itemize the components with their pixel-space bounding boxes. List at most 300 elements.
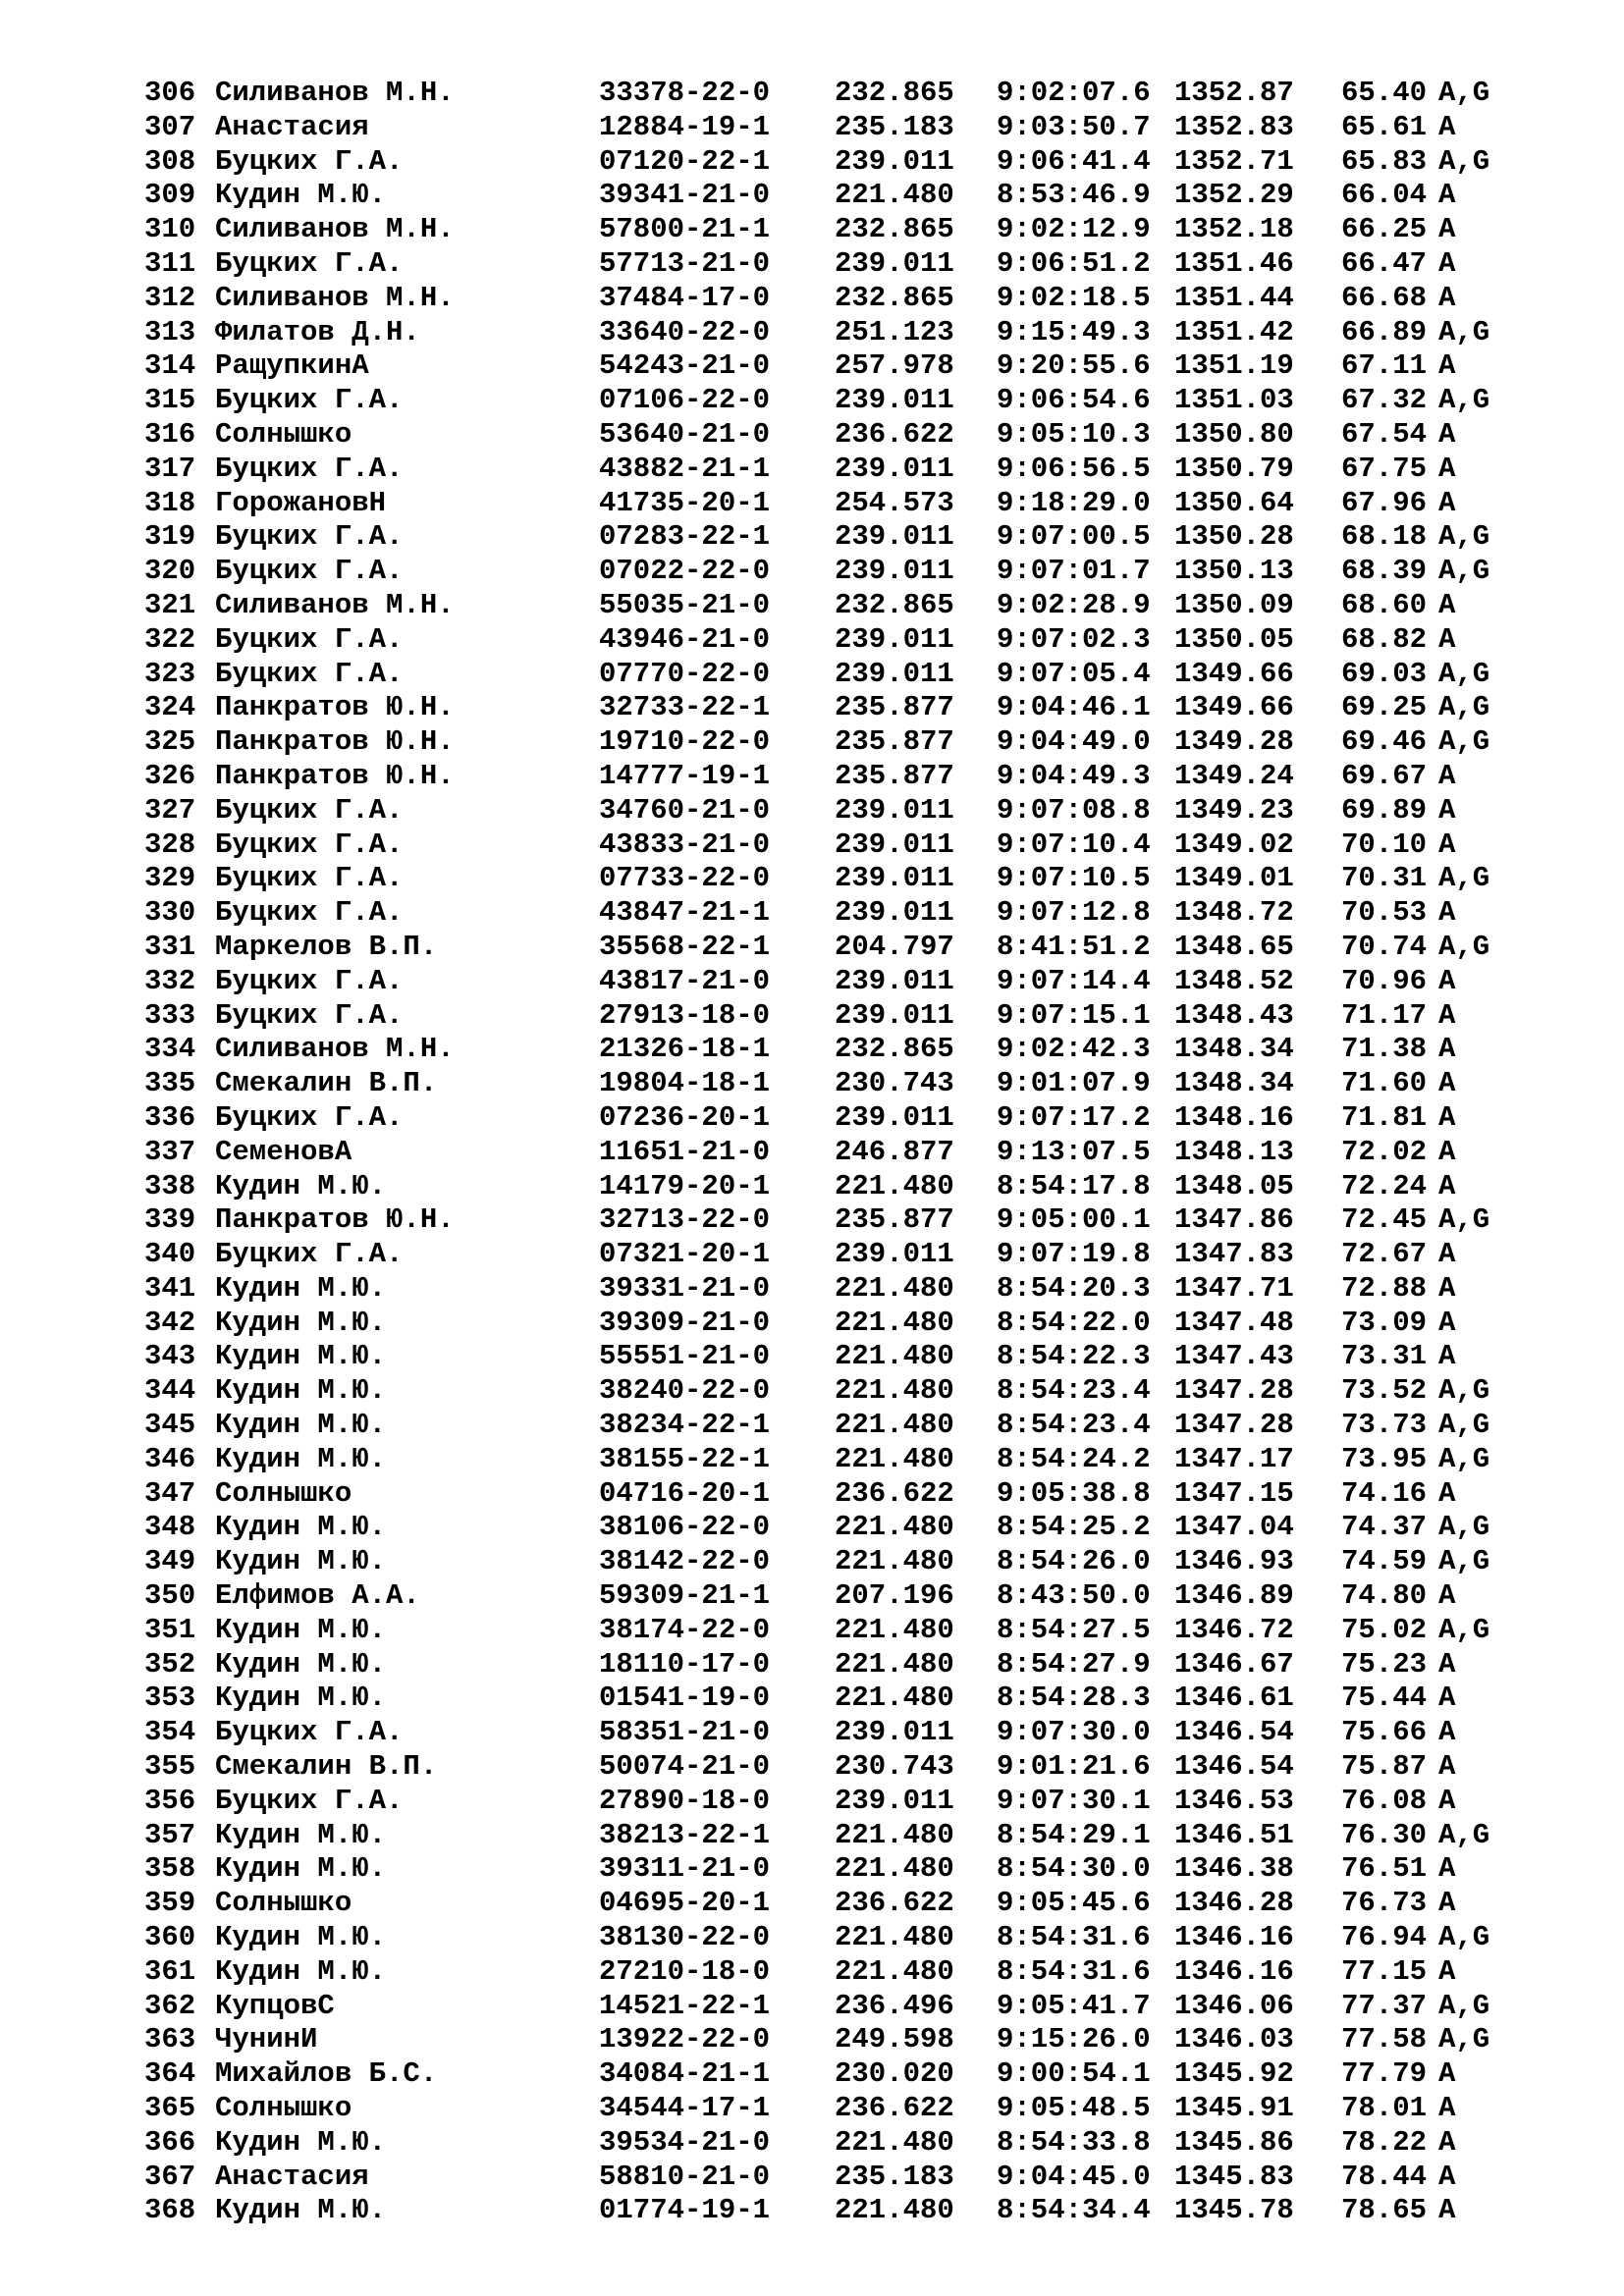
speed-cell: 1350.09: [1174, 588, 1294, 621]
ring-number-cell: 07733-22-0: [599, 862, 771, 895]
rank-cell: 366: [144, 2125, 196, 2159]
ring-number-cell: 38106-22-0: [599, 1511, 771, 1544]
rank-cell: 353: [144, 1682, 196, 1715]
fancier-name-cell: Буцких Г.А.: [215, 622, 404, 656]
ring-number-cell: 07236-20-1: [599, 1100, 771, 1134]
arrival-time-cell: 8:54:24.2: [997, 1442, 1151, 1475]
rank-cell: 342: [144, 1306, 196, 1339]
ring-number-cell: 55035-21-0: [599, 588, 771, 621]
flag-cell: A: [1438, 1306, 1456, 1339]
distance-cell: 232.865: [835, 1033, 954, 1066]
distance-cell: 221.480: [835, 1306, 954, 1339]
speed-cell: 1349.28: [1174, 725, 1294, 759]
rank-cell: 360: [144, 1921, 196, 1954]
speed-cell: 1348.13: [1174, 1135, 1294, 1168]
coefficient-cell: 66.68: [1341, 281, 1428, 314]
speed-cell: 1349.24: [1174, 759, 1294, 792]
distance-cell: 239.011: [835, 1238, 954, 1271]
distance-cell: 239.011: [835, 964, 954, 997]
arrival-time-cell: 9:02:18.5: [997, 281, 1151, 314]
fancier-name-cell: Кудин М.Ю.: [215, 1271, 387, 1305]
coefficient-cell: 77.15: [1341, 1954, 1428, 1988]
speed-cell: 1346.72: [1174, 1613, 1294, 1646]
distance-cell: 221.480: [835, 1613, 954, 1646]
ring-number-cell: 27913-18-0: [599, 998, 771, 1032]
ring-number-cell: 33640-22-0: [599, 315, 771, 348]
speed-cell: 1352.71: [1174, 144, 1294, 178]
distance-cell: 239.011: [835, 998, 954, 1032]
fancier-name-cell: Силиванов М.Н.: [215, 281, 455, 314]
rank-cell: 368: [144, 2194, 196, 2227]
arrival-time-cell: 9:15:26.0: [997, 2023, 1151, 2056]
rank-cell: 326: [144, 759, 196, 792]
rank-cell: 314: [144, 349, 196, 383]
coefficient-cell: 77.79: [1341, 2057, 1428, 2091]
flag-cell: A,G: [1438, 1989, 1490, 2022]
arrival-time-cell: 8:54:27.9: [997, 1647, 1151, 1681]
rank-cell: 329: [144, 862, 196, 895]
fancier-name-cell: Кудин М.Ю.: [215, 1852, 387, 1886]
rank-cell: 357: [144, 1818, 196, 1851]
ring-number-cell: 58810-21-0: [599, 2160, 771, 2193]
distance-cell: 221.480: [835, 1442, 954, 1475]
arrival-time-cell: 8:54:23.4: [997, 1409, 1151, 1442]
rank-cell: 349: [144, 1545, 196, 1578]
fancier-name-cell: Силиванов М.Н.: [215, 213, 455, 246]
distance-cell: 232.865: [835, 77, 954, 109]
flag-cell: A: [1438, 213, 1456, 246]
fancier-name-cell: Солнышко: [215, 2092, 352, 2125]
rank-cell: 343: [144, 1340, 196, 1373]
coefficient-cell: 67.32: [1341, 384, 1428, 417]
fancier-name-cell: Смекалин В.П.: [215, 1750, 438, 1784]
flag-cell: A: [1438, 1750, 1456, 1784]
speed-cell: 1347.83: [1174, 1238, 1294, 1271]
distance-cell: 232.865: [835, 281, 954, 314]
flag-cell: A: [1438, 759, 1456, 792]
distance-cell: 204.797: [835, 930, 954, 963]
coefficient-cell: 69.67: [1341, 759, 1428, 792]
coefficient-cell: 72.88: [1341, 1271, 1428, 1305]
fancier-name-cell: Кудин М.Ю.: [215, 1374, 387, 1408]
speed-cell: 1348.34: [1174, 1033, 1294, 1066]
distance-cell: 221.480: [835, 1545, 954, 1578]
flag-cell: A: [1438, 281, 1456, 314]
ring-number-cell: 39311-21-0: [599, 1852, 771, 1886]
ring-number-cell: 14777-19-1: [599, 759, 771, 792]
coefficient-cell: 68.60: [1341, 588, 1428, 621]
flag-cell: A: [1438, 179, 1456, 212]
coefficient-cell: 71.38: [1341, 1033, 1428, 1066]
arrival-time-cell: 8:54:25.2: [997, 1511, 1151, 1544]
flag-cell: A: [1438, 1476, 1456, 1510]
coefficient-cell: 71.81: [1341, 1100, 1428, 1134]
arrival-time-cell: 8:54:22.0: [997, 1306, 1151, 1339]
ring-number-cell: 57713-21-0: [599, 246, 771, 280]
fancier-name-cell: Михайлов Б.С.: [215, 2057, 438, 2091]
distance-cell: 232.865: [835, 588, 954, 621]
coefficient-cell: 75.44: [1341, 1682, 1428, 1715]
distance-cell: 221.480: [835, 1682, 954, 1715]
arrival-time-cell: 9:04:49.0: [997, 725, 1151, 759]
ring-number-cell: 43833-21-0: [599, 828, 771, 861]
flag-cell: A,G: [1438, 1442, 1490, 1475]
coefficient-cell: 78.01: [1341, 2092, 1428, 2125]
speed-cell: 1350.80: [1174, 417, 1294, 451]
coefficient-cell: 72.45: [1341, 1203, 1428, 1237]
arrival-time-cell: 9:07:30.0: [997, 1716, 1151, 1749]
coefficient-cell: 73.31: [1341, 1340, 1428, 1373]
rank-cell: 333: [144, 998, 196, 1032]
distance-cell: 239.011: [835, 896, 954, 930]
flag-cell: A,G: [1438, 2023, 1490, 2056]
ring-number-cell: 38234-22-1: [599, 1409, 771, 1442]
speed-cell: 1346.61: [1174, 1682, 1294, 1715]
coefficient-cell: 76.94: [1341, 1921, 1428, 1954]
ring-number-cell: 32713-22-0: [599, 1203, 771, 1237]
speed-cell: 1346.38: [1174, 1852, 1294, 1886]
coefficient-cell: 65.83: [1341, 144, 1428, 178]
arrival-time-cell: 8:54:27.5: [997, 1613, 1151, 1646]
speed-cell: 1347.28: [1174, 1374, 1294, 1408]
arrival-time-cell: 9:07:19.8: [997, 1238, 1151, 1271]
flag-cell: A,G: [1438, 315, 1490, 348]
arrival-time-cell: 9:05:41.7: [997, 1989, 1151, 2022]
ring-number-cell: 59309-21-1: [599, 1579, 771, 1613]
arrival-time-cell: 9:01:21.6: [997, 1750, 1151, 1784]
flag-cell: A: [1438, 1135, 1456, 1168]
distance-cell: 221.480: [835, 2125, 954, 2159]
rank-cell: 344: [144, 1374, 196, 1408]
rank-cell: 319: [144, 520, 196, 554]
fancier-name-cell: Кудин М.Ю.: [215, 1545, 387, 1578]
arrival-time-cell: 9:07:15.1: [997, 998, 1151, 1032]
coefficient-cell: 75.87: [1341, 1750, 1428, 1784]
distance-cell: 221.480: [835, 1374, 954, 1408]
coefficient-cell: 68.39: [1341, 555, 1428, 588]
distance-cell: 239.011: [835, 657, 954, 690]
coefficient-cell: 77.37: [1341, 1989, 1428, 2022]
flag-cell: A: [1438, 1033, 1456, 1066]
flag-cell: A: [1438, 452, 1456, 485]
speed-cell: 1350.28: [1174, 520, 1294, 554]
distance-cell: 235.877: [835, 1203, 954, 1237]
rank-cell: 332: [144, 964, 196, 997]
ring-number-cell: 14179-20-1: [599, 1169, 771, 1202]
arrival-time-cell: 9:04:45.0: [997, 2160, 1151, 2193]
arrival-time-cell: 9:20:55.6: [997, 349, 1151, 383]
distance-cell: 236.622: [835, 1887, 954, 1920]
arrival-time-cell: 9:07:01.7: [997, 555, 1151, 588]
rank-cell: 352: [144, 1647, 196, 1681]
rank-cell: 354: [144, 1716, 196, 1749]
rank-cell: 339: [144, 1203, 196, 1237]
speed-cell: 1347.15: [1174, 1476, 1294, 1510]
speed-cell: 1347.17: [1174, 1442, 1294, 1475]
distance-cell: 221.480: [835, 2194, 954, 2227]
distance-cell: 239.011: [835, 144, 954, 178]
fancier-name-cell: Филатов Д.Н.: [215, 315, 420, 348]
coefficient-cell: 76.51: [1341, 1852, 1428, 1886]
ring-number-cell: 43946-21-0: [599, 622, 771, 656]
ring-number-cell: 54243-21-0: [599, 349, 771, 383]
coefficient-cell: 73.73: [1341, 1409, 1428, 1442]
fancier-name-cell: Кудин М.Ю.: [215, 1647, 387, 1681]
coefficient-cell: 72.02: [1341, 1135, 1428, 1168]
rank-cell: 348: [144, 1511, 196, 1544]
distance-cell: 221.480: [835, 1511, 954, 1544]
coefficient-cell: 65.61: [1341, 110, 1428, 143]
distance-cell: 239.011: [835, 862, 954, 895]
fancier-name-cell: Кудин М.Ю.: [215, 1442, 387, 1475]
fancier-name-cell: Маркелов В.П.: [215, 930, 438, 963]
coefficient-cell: 74.80: [1341, 1579, 1428, 1613]
speed-cell: 1352.18: [1174, 213, 1294, 246]
fancier-name-cell: Буцких Г.А.: [215, 964, 404, 997]
rank-cell: 313: [144, 315, 196, 348]
ring-number-cell: 27210-18-0: [599, 1954, 771, 1988]
speed-cell: 1351.44: [1174, 281, 1294, 314]
distance-cell: 239.011: [835, 1100, 954, 1134]
rank-cell: 347: [144, 1476, 196, 1510]
fancier-name-cell: Солнышко: [215, 1476, 352, 1510]
coefficient-cell: 66.04: [1341, 179, 1428, 212]
arrival-time-cell: 9:02:12.9: [997, 213, 1151, 246]
fancier-name-cell: Смекалин В.П.: [215, 1067, 438, 1100]
speed-cell: 1347.86: [1174, 1203, 1294, 1237]
rank-cell: 325: [144, 725, 196, 759]
speed-cell: 1351.19: [1174, 349, 1294, 383]
ring-number-cell: 43817-21-0: [599, 964, 771, 997]
coefficient-cell: 70.74: [1341, 930, 1428, 963]
ring-number-cell: 38155-22-1: [599, 1442, 771, 1475]
distance-cell: 251.123: [835, 315, 954, 348]
fancier-name-cell: Панкратов Ю.Н.: [215, 759, 455, 792]
rank-cell: 364: [144, 2057, 196, 2091]
rank-cell: 362: [144, 1989, 196, 2022]
speed-cell: 1349.66: [1174, 691, 1294, 724]
rank-cell: 317: [144, 452, 196, 485]
arrival-time-cell: 8:54:30.0: [997, 1852, 1151, 1886]
distance-cell: 230.743: [835, 1067, 954, 1100]
arrival-time-cell: 8:54:31.6: [997, 1954, 1151, 1988]
speed-cell: 1346.16: [1174, 1921, 1294, 1954]
arrival-time-cell: 9:02:42.3: [997, 1033, 1151, 1066]
flag-cell: A: [1438, 110, 1456, 143]
fancier-name-cell: Буцких Г.А.: [215, 144, 404, 178]
speed-cell: 1349.66: [1174, 657, 1294, 690]
speed-cell: 1345.86: [1174, 2125, 1294, 2159]
rank-cell: 328: [144, 828, 196, 861]
flag-cell: A: [1438, 1579, 1456, 1613]
distance-cell: 207.196: [835, 1579, 954, 1613]
coefficient-cell: 74.16: [1341, 1476, 1428, 1510]
distance-cell: 239.011: [835, 622, 954, 656]
distance-cell: 221.480: [835, 179, 954, 212]
coefficient-cell: 66.47: [1341, 246, 1428, 280]
arrival-time-cell: 9:07:00.5: [997, 520, 1151, 554]
coefficient-cell: 76.30: [1341, 1818, 1428, 1851]
ring-number-cell: 07106-22-0: [599, 384, 771, 417]
distance-cell: 230.743: [835, 1750, 954, 1784]
coefficient-cell: 67.11: [1341, 349, 1428, 383]
arrival-time-cell: 9:05:48.5: [997, 2092, 1151, 2125]
flag-cell: A: [1438, 1887, 1456, 1920]
arrival-time-cell: 9:07:05.4: [997, 657, 1151, 690]
coefficient-cell: 76.08: [1341, 1784, 1428, 1817]
coefficient-cell: 75.02: [1341, 1613, 1428, 1646]
arrival-time-cell: 9:04:49.3: [997, 759, 1151, 792]
flag-cell: A: [1438, 349, 1456, 383]
flag-cell: A,G: [1438, 144, 1490, 178]
arrival-time-cell: 9:07:10.4: [997, 828, 1151, 861]
fancier-name-cell: Силиванов М.Н.: [215, 1033, 455, 1066]
ring-number-cell: 38174-22-0: [599, 1613, 771, 1646]
fancier-name-cell: Буцких Г.А.: [215, 1100, 404, 1134]
distance-cell: 239.011: [835, 828, 954, 861]
distance-cell: 239.011: [835, 246, 954, 280]
distance-cell: 221.480: [835, 1409, 954, 1442]
coefficient-cell: 75.23: [1341, 1647, 1428, 1681]
fancier-name-cell: Силиванов М.Н.: [215, 588, 455, 621]
rank-cell: 340: [144, 1238, 196, 1271]
flag-cell: A: [1438, 1271, 1456, 1305]
rank-cell: 363: [144, 2023, 196, 2056]
ring-number-cell: 57800-21-1: [599, 213, 771, 246]
flag-cell: A: [1438, 1852, 1456, 1886]
fancier-name-cell: Кудин М.Ю.: [215, 1921, 387, 1954]
arrival-time-cell: 8:41:51.2: [997, 930, 1151, 963]
rank-cell: 315: [144, 384, 196, 417]
speed-cell: 1345.83: [1174, 2160, 1294, 2193]
ring-number-cell: 07321-20-1: [599, 1238, 771, 1271]
flag-cell: A: [1438, 964, 1456, 997]
arrival-time-cell: 8:54:17.8: [997, 1169, 1151, 1202]
coefficient-cell: 72.24: [1341, 1169, 1428, 1202]
fancier-name-cell: Буцких Г.А.: [215, 384, 404, 417]
speed-cell: 1351.46: [1174, 246, 1294, 280]
ring-number-cell: 13922-22-0: [599, 2023, 771, 2056]
coefficient-cell: 68.18: [1341, 520, 1428, 554]
flag-cell: A: [1438, 1340, 1456, 1373]
rank-cell: 311: [144, 246, 196, 280]
fancier-name-cell: Кудин М.Ю.: [215, 1340, 387, 1373]
fancier-name-cell: Буцких Г.А.: [215, 896, 404, 930]
fancier-name-cell: Буцких Г.А.: [215, 246, 404, 280]
flag-cell: A: [1438, 1100, 1456, 1134]
flag-cell: A: [1438, 2194, 1456, 2227]
flag-cell: A: [1438, 2057, 1456, 2091]
coefficient-cell: 69.46: [1341, 725, 1428, 759]
flag-cell: A,G: [1438, 384, 1490, 417]
ring-number-cell: 37484-17-0: [599, 281, 771, 314]
distance-cell: 235.183: [835, 110, 954, 143]
ring-number-cell: 04695-20-1: [599, 1887, 771, 1920]
speed-cell: 1347.28: [1174, 1409, 1294, 1442]
fancier-name-cell: РащупкинА: [215, 349, 369, 383]
rank-cell: 321: [144, 588, 196, 621]
speed-cell: 1348.52: [1174, 964, 1294, 997]
fancier-name-cell: Кудин М.Ю.: [215, 2125, 387, 2159]
arrival-time-cell: 8:54:34.4: [997, 2194, 1151, 2227]
coefficient-cell: 73.95: [1341, 1442, 1428, 1475]
ring-number-cell: 07022-22-0: [599, 555, 771, 588]
rank-cell: 355: [144, 1750, 196, 1784]
arrival-time-cell: 8:54:29.1: [997, 1818, 1151, 1851]
flag-cell: A,G: [1438, 930, 1490, 963]
arrival-time-cell: 9:13:07.5: [997, 1135, 1151, 1168]
arrival-time-cell: 9:03:50.7: [997, 110, 1151, 143]
fancier-name-cell: Солнышко: [215, 417, 352, 451]
coefficient-cell: 74.59: [1341, 1545, 1428, 1578]
arrival-time-cell: 9:05:38.8: [997, 1476, 1151, 1510]
speed-cell: 1346.53: [1174, 1784, 1294, 1817]
rank-cell: 330: [144, 896, 196, 930]
flag-cell: A: [1438, 246, 1456, 280]
coefficient-cell: 75.66: [1341, 1716, 1428, 1749]
rank-cell: 351: [144, 1613, 196, 1646]
flag-cell: A,G: [1438, 1374, 1490, 1408]
rank-cell: 334: [144, 1033, 196, 1066]
flag-cell: A,G: [1438, 691, 1490, 724]
distance-cell: 221.480: [835, 1271, 954, 1305]
arrival-time-cell: 9:04:46.1: [997, 691, 1151, 724]
coefficient-cell: 68.82: [1341, 622, 1428, 656]
rank-cell: 309: [144, 179, 196, 212]
fancier-name-cell: Кудин М.Ю.: [215, 1682, 387, 1715]
distance-cell: 235.877: [835, 691, 954, 724]
flag-cell: A: [1438, 2125, 1456, 2159]
distance-cell: 221.480: [835, 1954, 954, 1988]
rank-cell: 367: [144, 2160, 196, 2193]
speed-cell: 1345.91: [1174, 2092, 1294, 2125]
rank-cell: 346: [144, 1442, 196, 1475]
arrival-time-cell: 9:06:51.2: [997, 246, 1151, 280]
fancier-name-cell: Буцких Г.А.: [215, 862, 404, 895]
flag-cell: A: [1438, 2092, 1456, 2125]
arrival-time-cell: 8:54:31.6: [997, 1921, 1151, 1954]
flag-cell: A: [1438, 896, 1456, 930]
ring-number-cell: 53640-21-0: [599, 417, 771, 451]
fancier-name-cell: Кудин М.Ю.: [215, 1954, 387, 1988]
speed-cell: 1350.13: [1174, 555, 1294, 588]
flag-cell: A,G: [1438, 1511, 1490, 1544]
rank-cell: 345: [144, 1409, 196, 1442]
coefficient-cell: 69.03: [1341, 657, 1428, 690]
distance-cell: 235.877: [835, 725, 954, 759]
fancier-name-cell: ГорожановН: [215, 486, 387, 519]
distance-cell: 246.877: [835, 1135, 954, 1168]
ring-number-cell: 34760-21-0: [599, 793, 771, 827]
fancier-name-cell: Буцких Г.А.: [215, 1784, 404, 1817]
ring-number-cell: 27890-18-0: [599, 1784, 771, 1817]
distance-cell: 235.877: [835, 759, 954, 792]
flag-cell: A,G: [1438, 725, 1490, 759]
rank-cell: 307: [144, 110, 196, 143]
arrival-time-cell: 8:53:46.9: [997, 179, 1151, 212]
distance-cell: 239.011: [835, 555, 954, 588]
distance-cell: 221.480: [835, 1647, 954, 1681]
arrival-time-cell: 9:06:41.4: [997, 144, 1151, 178]
ring-number-cell: 07770-22-0: [599, 657, 771, 690]
arrival-time-cell: 9:00:54.1: [997, 2057, 1151, 2091]
arrival-time-cell: 8:43:50.0: [997, 1579, 1151, 1613]
fancier-name-cell: Кудин М.Ю.: [215, 1409, 387, 1442]
ring-number-cell: 39534-21-0: [599, 2125, 771, 2159]
speed-cell: 1351.42: [1174, 315, 1294, 348]
ring-number-cell: 39331-21-0: [599, 1271, 771, 1305]
flag-cell: A,G: [1438, 862, 1490, 895]
